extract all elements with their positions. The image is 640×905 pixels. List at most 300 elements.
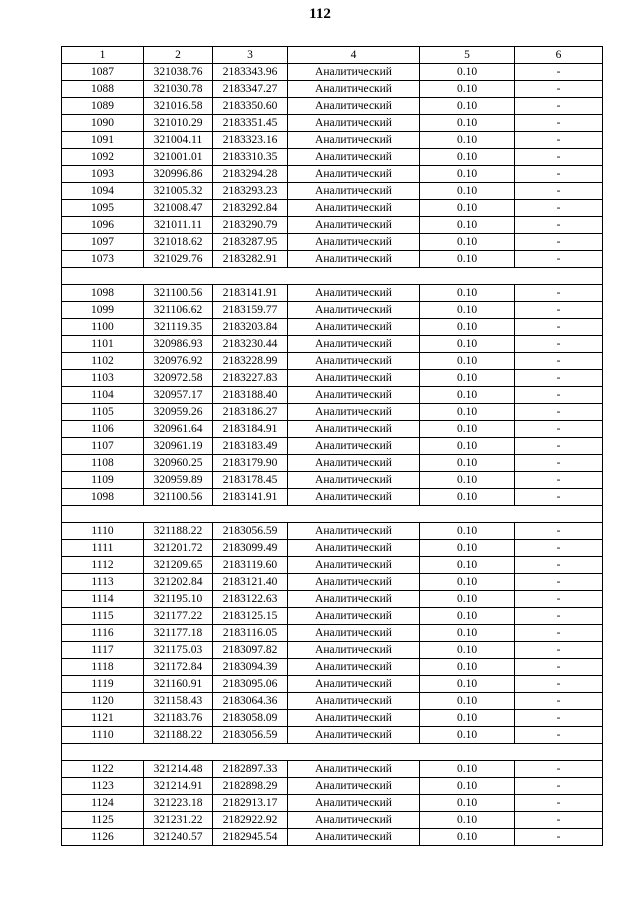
table-cell: 0.10: [420, 353, 515, 370]
table-row: [62, 421, 603, 438]
column-header: 2: [144, 47, 213, 64]
table-cell: 2183292.84: [213, 200, 288, 217]
coordinates-table: [61, 46, 603, 846]
table-cell: Аналитический: [288, 217, 420, 234]
table-row: [62, 404, 603, 421]
column-header: 3: [213, 47, 288, 64]
table-cell: 0.10: [420, 251, 515, 268]
table-cell: 321160.91: [144, 676, 213, 693]
table-cell: Аналитический: [288, 387, 420, 404]
table-cell: Аналитический: [288, 115, 420, 132]
table-cell: -: [515, 642, 603, 659]
table-row: [62, 98, 603, 115]
table-row: [62, 234, 603, 251]
table-cell: Аналитический: [288, 710, 420, 727]
table-cell: 2183095.06: [213, 676, 288, 693]
table-cell: 320972.58: [144, 370, 213, 387]
table-cell: 321177.18: [144, 625, 213, 642]
table-cell: 2183343.96: [213, 64, 288, 81]
table-cell: 321008.47: [144, 200, 213, 217]
table-cell: 0.10: [420, 319, 515, 336]
table-cell: 0.10: [420, 404, 515, 421]
table-cell: Аналитический: [288, 132, 420, 149]
table-cell: 321177.22: [144, 608, 213, 625]
table-cell: [213, 268, 288, 285]
table-cell: 320957.17: [144, 387, 213, 404]
table-cell: 321038.76: [144, 64, 213, 81]
table-cell: -: [515, 81, 603, 98]
table-cell: -: [515, 557, 603, 574]
table-cell: 321188.22: [144, 523, 213, 540]
table-cell: 321100.56: [144, 285, 213, 302]
table-cell: 321183.76: [144, 710, 213, 727]
table-cell: 321172.84: [144, 659, 213, 676]
table-cell: 0.10: [420, 336, 515, 353]
table-cell: 1108: [62, 455, 144, 472]
table-cell: -: [515, 200, 603, 217]
table-cell: -: [515, 166, 603, 183]
table-cell: [213, 506, 288, 523]
table-cell: Аналитический: [288, 472, 420, 489]
table-cell: -: [515, 115, 603, 132]
table-row: [62, 710, 603, 727]
table-cell: 2183184.91: [213, 421, 288, 438]
table-cell: [144, 506, 213, 523]
table-cell: 1117: [62, 642, 144, 659]
table-cell: 2183122.63: [213, 591, 288, 608]
table-row: [62, 268, 603, 285]
table-row: [62, 557, 603, 574]
table-cell: [62, 744, 144, 761]
table-cell: Аналитический: [288, 64, 420, 81]
table-cell: Аналитический: [288, 557, 420, 574]
table-cell: 321018.62: [144, 234, 213, 251]
table-cell: Аналитический: [288, 319, 420, 336]
table-cell: -: [515, 693, 603, 710]
table-cell: 1097: [62, 234, 144, 251]
table-cell: 0.10: [420, 149, 515, 166]
table-cell: 321100.56: [144, 489, 213, 506]
table-cell: 1094: [62, 183, 144, 200]
table-cell: Аналитический: [288, 421, 420, 438]
table-row: [62, 353, 603, 370]
table-cell: 320961.64: [144, 421, 213, 438]
table-cell: 1115: [62, 608, 144, 625]
table-cell: 1118: [62, 659, 144, 676]
table-cell: [213, 744, 288, 761]
table-cell: 1105: [62, 404, 144, 421]
column-header: 1: [62, 47, 144, 64]
table-cell: 1103: [62, 370, 144, 387]
table-cell: 1110: [62, 523, 144, 540]
table-cell: 1123: [62, 778, 144, 795]
table-cell: 1101: [62, 336, 144, 353]
table-cell: 321030.78: [144, 81, 213, 98]
table-cell: Аналитический: [288, 302, 420, 319]
table-cell: 321011.11: [144, 217, 213, 234]
table-cell: Аналитический: [288, 642, 420, 659]
table-cell: -: [515, 727, 603, 744]
table-cell: 0.10: [420, 761, 515, 778]
table-cell: 321202.84: [144, 574, 213, 591]
table-row: [62, 829, 603, 846]
table-row: [62, 319, 603, 336]
table-cell: 2183282.91: [213, 251, 288, 268]
table-cell: 0.10: [420, 591, 515, 608]
table-cell: 2183116.05: [213, 625, 288, 642]
table-cell: Аналитический: [288, 608, 420, 625]
table-cell: 2183064.36: [213, 693, 288, 710]
table-cell: 2183058.09: [213, 710, 288, 727]
table-row: [62, 438, 603, 455]
table-cell: 321106.62: [144, 302, 213, 319]
table-cell: Аналитический: [288, 540, 420, 557]
table-row: [62, 795, 603, 812]
table-cell: 2183351.45: [213, 115, 288, 132]
table-cell: 0.10: [420, 115, 515, 132]
table-row: [62, 659, 603, 676]
table-row: [62, 812, 603, 829]
table-cell: 0.10: [420, 625, 515, 642]
table-cell: 0.10: [420, 608, 515, 625]
table-cell: 0.10: [420, 812, 515, 829]
table-cell: [288, 268, 420, 285]
table-cell: [144, 744, 213, 761]
table-cell: 1098: [62, 489, 144, 506]
table-cell: -: [515, 319, 603, 336]
table-cell: -: [515, 336, 603, 353]
table-cell: 0.10: [420, 472, 515, 489]
column-header: 4: [288, 47, 420, 64]
table-cell: 0.10: [420, 64, 515, 81]
table-cell: Аналитический: [288, 98, 420, 115]
table-cell: Аналитический: [288, 353, 420, 370]
table-cell: [62, 506, 144, 523]
table-cell: 320959.26: [144, 404, 213, 421]
table-cell: 321214.91: [144, 778, 213, 795]
table-row: [62, 489, 603, 506]
table-cell: [288, 744, 420, 761]
table-cell: 321005.32: [144, 183, 213, 200]
table-row: [62, 115, 603, 132]
table-cell: 2182898.29: [213, 778, 288, 795]
table-cell: 0.10: [420, 693, 515, 710]
table-cell: [62, 268, 144, 285]
table-cell: -: [515, 523, 603, 540]
header-row: [62, 47, 603, 64]
table-cell: 1095: [62, 200, 144, 217]
table-cell: 1110: [62, 727, 144, 744]
table-cell: 0.10: [420, 98, 515, 115]
table-cell: 1121: [62, 710, 144, 727]
table-cell: Аналитический: [288, 149, 420, 166]
table-cell: 1102: [62, 353, 144, 370]
table-cell: 1090: [62, 115, 144, 132]
table-cell: 1109: [62, 472, 144, 489]
table-cell: -: [515, 540, 603, 557]
table-row: [62, 591, 603, 608]
table-cell: -: [515, 302, 603, 319]
table-cell: -: [515, 285, 603, 302]
table-cell: -: [515, 829, 603, 846]
table-cell: 321201.72: [144, 540, 213, 557]
table-cell: 2183294.28: [213, 166, 288, 183]
table-cell: 321231.22: [144, 812, 213, 829]
table-row: [62, 132, 603, 149]
table-cell: 321119.35: [144, 319, 213, 336]
table-cell: 2183350.60: [213, 98, 288, 115]
table-cell: 2183287.95: [213, 234, 288, 251]
table-cell: 1088: [62, 81, 144, 98]
table-cell: -: [515, 438, 603, 455]
table-cell: 2183347.27: [213, 81, 288, 98]
table-cell: [420, 506, 515, 523]
table-cell: 1126: [62, 829, 144, 846]
table-cell: 1113: [62, 574, 144, 591]
table-cell: Аналитический: [288, 455, 420, 472]
table-cell: Аналитический: [288, 676, 420, 693]
table-cell: 0.10: [420, 200, 515, 217]
table-cell: 2183179.90: [213, 455, 288, 472]
table-cell: -: [515, 608, 603, 625]
table-cell: 0.10: [420, 455, 515, 472]
table-cell: 2183141.91: [213, 285, 288, 302]
table-cell: -: [515, 404, 603, 421]
table-cell: Аналитический: [288, 489, 420, 506]
table-cell: 0.10: [420, 829, 515, 846]
table-cell: [420, 268, 515, 285]
table-cell: 2183056.59: [213, 523, 288, 540]
table-cell: Аналитический: [288, 625, 420, 642]
table-cell: 0.10: [420, 710, 515, 727]
table-body: [62, 64, 603, 846]
table-cell: 2182913.17: [213, 795, 288, 812]
table-cell: [515, 744, 603, 761]
table-cell: 1114: [62, 591, 144, 608]
table-cell: 1124: [62, 795, 144, 812]
table-cell: -: [515, 778, 603, 795]
table-cell: -: [515, 591, 603, 608]
table-cell: 1087: [62, 64, 144, 81]
table-cell: -: [515, 455, 603, 472]
table-cell: 321010.29: [144, 115, 213, 132]
table-cell: Аналитический: [288, 166, 420, 183]
table-cell: 2183310.35: [213, 149, 288, 166]
table-cell: [515, 506, 603, 523]
table-row: [62, 608, 603, 625]
table-cell: -: [515, 795, 603, 812]
page-number: 112: [309, 6, 331, 22]
table-cell: 0.10: [420, 387, 515, 404]
column-header: 6: [515, 47, 603, 64]
table-cell: 0.10: [420, 540, 515, 557]
column-header: 5: [420, 47, 515, 64]
table-cell: Аналитический: [288, 659, 420, 676]
table-row: [62, 523, 603, 540]
table-cell: 1116: [62, 625, 144, 642]
table-cell: 2182922.92: [213, 812, 288, 829]
table-cell: -: [515, 472, 603, 489]
table-cell: Аналитический: [288, 251, 420, 268]
table-cell: 1106: [62, 421, 144, 438]
table-cell: [515, 268, 603, 285]
table-cell: 0.10: [420, 795, 515, 812]
table-row: [62, 217, 603, 234]
table-row: [62, 285, 603, 302]
table-cell: Аналитический: [288, 727, 420, 744]
table-cell: 1120: [62, 693, 144, 710]
table-cell: 321209.65: [144, 557, 213, 574]
table-cell: -: [515, 710, 603, 727]
table-cell: 320960.25: [144, 455, 213, 472]
table-cell: 321175.03: [144, 642, 213, 659]
table-cell: 0.10: [420, 676, 515, 693]
table-row: [62, 472, 603, 489]
table-cell: 2183178.45: [213, 472, 288, 489]
table-cell: 0.10: [420, 642, 515, 659]
table-cell: 321195.10: [144, 591, 213, 608]
table-row: [62, 64, 603, 81]
table-cell: 1100: [62, 319, 144, 336]
table-cell: 0.10: [420, 132, 515, 149]
table-cell: 321029.76: [144, 251, 213, 268]
table-cell: -: [515, 251, 603, 268]
table-cell: 0.10: [420, 217, 515, 234]
table-row: [62, 625, 603, 642]
table-cell: 0.10: [420, 523, 515, 540]
table-cell: [288, 506, 420, 523]
table-cell: 321240.57: [144, 829, 213, 846]
table-cell: 320961.19: [144, 438, 213, 455]
table-cell: 321001.01: [144, 149, 213, 166]
table-cell: 0.10: [420, 489, 515, 506]
table-cell: 2183125.15: [213, 608, 288, 625]
table-cell: 0.10: [420, 370, 515, 387]
table-cell: Аналитический: [288, 829, 420, 846]
table-row: [62, 251, 603, 268]
table-cell: 2183228.99: [213, 353, 288, 370]
table-row: [62, 693, 603, 710]
table-cell: 0.10: [420, 285, 515, 302]
table-cell: Аналитический: [288, 795, 420, 812]
table-cell: 321016.58: [144, 98, 213, 115]
table-cell: Аналитический: [288, 574, 420, 591]
table-cell: [144, 268, 213, 285]
table-cell: -: [515, 387, 603, 404]
table-cell: 0.10: [420, 302, 515, 319]
table-row: [62, 183, 603, 200]
table-row: [62, 540, 603, 557]
table-cell: 2183293.23: [213, 183, 288, 200]
table-cell: Аналитический: [288, 370, 420, 387]
table-cell: 321158.43: [144, 693, 213, 710]
table-cell: 1119: [62, 676, 144, 693]
table-cell: 2183159.77: [213, 302, 288, 319]
table-cell: 2183119.60: [213, 557, 288, 574]
table-row: [62, 727, 603, 744]
table-cell: 0.10: [420, 574, 515, 591]
table-cell: 2182945.54: [213, 829, 288, 846]
table-cell: Аналитический: [288, 81, 420, 98]
table-cell: 0.10: [420, 557, 515, 574]
table-row: [62, 302, 603, 319]
table-cell: 2183141.91: [213, 489, 288, 506]
table-cell: -: [515, 625, 603, 642]
table-cell: -: [515, 149, 603, 166]
table-cell: -: [515, 98, 603, 115]
table-cell: 1125: [62, 812, 144, 829]
table-row: [62, 744, 603, 761]
table-cell: -: [515, 812, 603, 829]
table-cell: -: [515, 761, 603, 778]
table-cell: 2183186.27: [213, 404, 288, 421]
table-header: [62, 47, 603, 64]
table-cell: 0.10: [420, 183, 515, 200]
table-cell: 0.10: [420, 727, 515, 744]
table-row: [62, 778, 603, 795]
table-cell: 1104: [62, 387, 144, 404]
table-cell: 320959.89: [144, 472, 213, 489]
table-cell: 1089: [62, 98, 144, 115]
table-cell: 2183056.59: [213, 727, 288, 744]
table-cell: 320986.93: [144, 336, 213, 353]
table-row: [62, 166, 603, 183]
table-cell: 0.10: [420, 166, 515, 183]
table-cell: 1111: [62, 540, 144, 557]
table-cell: 2183203.84: [213, 319, 288, 336]
table-row: [62, 761, 603, 778]
table-row: [62, 370, 603, 387]
table-row: [62, 642, 603, 659]
table-cell: 0.10: [420, 421, 515, 438]
table-cell: 0.10: [420, 778, 515, 795]
table-cell: Аналитический: [288, 438, 420, 455]
table-cell: 1107: [62, 438, 144, 455]
table-cell: 320976.92: [144, 353, 213, 370]
table-cell: -: [515, 421, 603, 438]
table-cell: -: [515, 234, 603, 251]
table-row: [62, 200, 603, 217]
table-cell: -: [515, 353, 603, 370]
table-cell: Аналитический: [288, 778, 420, 795]
table-cell: [420, 744, 515, 761]
table-cell: -: [515, 659, 603, 676]
table-cell: 0.10: [420, 659, 515, 676]
table-row: [62, 676, 603, 693]
table-row: [62, 336, 603, 353]
table-cell: -: [515, 64, 603, 81]
table-cell: 0.10: [420, 234, 515, 251]
table-cell: Аналитический: [288, 336, 420, 353]
table-row: [62, 387, 603, 404]
table-cell: 1093: [62, 166, 144, 183]
table-cell: Аналитический: [288, 591, 420, 608]
table-cell: 1096: [62, 217, 144, 234]
table-cell: 2183227.83: [213, 370, 288, 387]
table-cell: -: [515, 574, 603, 591]
table-row: [62, 455, 603, 472]
table-cell: Аналитический: [288, 234, 420, 251]
table-cell: Аналитический: [288, 523, 420, 540]
table-cell: 2183290.79: [213, 217, 288, 234]
table-cell: 320996.86: [144, 166, 213, 183]
table-row: [62, 506, 603, 523]
table-cell: 1122: [62, 761, 144, 778]
table-cell: Аналитический: [288, 812, 420, 829]
table-cell: 0.10: [420, 438, 515, 455]
table-cell: 2183188.40: [213, 387, 288, 404]
table-cell: 1092: [62, 149, 144, 166]
